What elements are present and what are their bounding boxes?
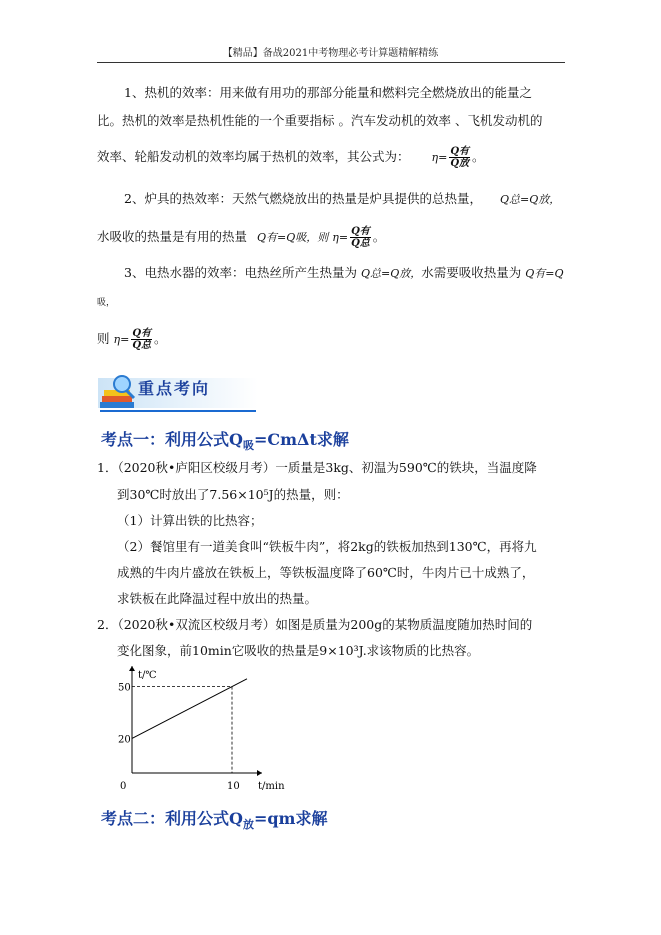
y-tick-label: 20 [118,734,131,746]
q1-sub2-line2: 成熟的牛肉片盛放在铁板上，等铁板温度降了60℃时，牛肉片已十成熟了， [117,565,535,580]
x-tick-label: 10 [227,781,240,792]
q2-line1: 2．（2020秋•双流区校级月考）如图是质量为200g的某物质温度随加热时间的 [97,617,533,632]
temperature-time-chart [110,668,285,798]
stove-efficiency-formula: $\frac{\text{Q有}}{\text{Q总}}$ [351,226,370,249]
key-points-banner [98,370,258,414]
section2-title: 考点二：利用公式$Q_放=qm$求解 [101,809,328,832]
efficiency-formula: $\frac{\text{Q有}}{\text{Q放}}$ [450,146,470,169]
intro-p2-line1: 2、炉具的热效率：天然气燃烧放出的热量是炉具提供的总热量， Q总=Q放， [124,191,561,206]
x-axis-arrow [257,770,262,776]
intro-p3-line3: 则 η= $\frac{\text{Q有}}{\text{Q总}}$ 。 [97,328,167,351]
series-line [132,679,247,739]
q1-line1: 1．（2020秋•庐阳区校级月考）一质量是3kg、初温为590℃的铁块，当温度降 [97,460,537,475]
q2-line2: 变化图象，前10min它吸收的热量是9×10³J.求该物质的比热容。 [117,643,480,658]
y-tick-label: 50 [118,682,131,694]
q1-line2: 到30℃时放出了7.56×10⁵J的热量，则： [117,487,349,502]
y-axis-arrow [129,666,135,671]
intro-p1-line2: 比。热机的效率是热机性能的一个重要指标 。汽车发动机的效率 、飞机发动机的 [97,113,543,128]
q1-sub1: （1）计算出铁的比热容； [117,513,263,528]
intro-p1-line1: 1、热机的效率：用来做有用功的那部分能量和燃料完全燃烧放出的能量之 [124,85,532,100]
intro-p2-line2: 水吸收的热量是有用的热量 Q有=Q吸，则 η= $\frac{\text{Q有}}{\text{Q总}}$ 。 [97,226,386,249]
banner-title: 重点考向 [138,379,211,398]
intro-p3-line2: 吸， [97,298,116,308]
chart-svg [110,668,285,798]
y-axis-label: t/℃ [138,670,157,681]
q1-sub2-line3: 求铁板在此降温过程中放出的热量。 [117,591,318,606]
page-header: 【精品】备战2021中考物理必考计算题精解精练 [222,48,439,59]
x-tick-label: 0 [120,781,127,792]
section1-title: 考点一：利用公式$Q_吸=Cm\Delta t$求解 [101,430,349,453]
heater-efficiency-formula: $\frac{\text{Q有}}{\text{Q总}}$ [132,328,152,351]
intro-p1-line3: 效率、轮船发动机的效率均属于热机的效率，其公式为： η= $\frac{\text{Q有}}{\text{Q放}}$ 。 [97,146,485,169]
intro-p3-line1: 3、电热水器的效率：电热丝所产生热量为 Q总=Q放，水需要吸收热量为 Q有=Q [124,265,564,280]
q1-sub2-line1: （2）餐馆里有一道美食叫“铁板牛肉”，将2kg的铁板加热到130℃，再将九 [117,539,537,554]
x-axis-label: t/min [258,781,285,792]
header-rule [97,62,565,63]
